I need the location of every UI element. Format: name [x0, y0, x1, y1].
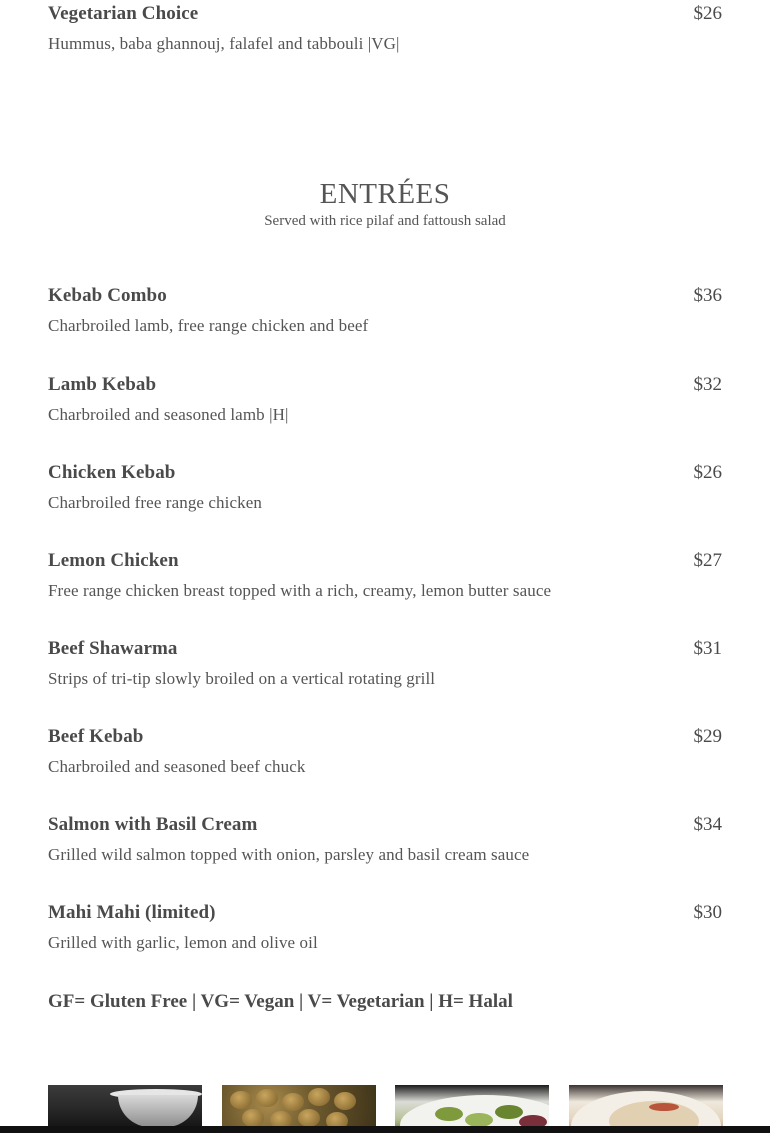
- menu-item: [48, 374, 722, 426]
- paprika-shape: [649, 1103, 679, 1111]
- menu-item: [48, 638, 722, 690]
- item-description: Charbroiled and seasoned beef chuck: [48, 757, 306, 776]
- item-name: Lemon Chicken: [48, 550, 179, 571]
- menu-item: [48, 550, 722, 602]
- item-description: Charbroiled lamb, free range chicken and beef: [48, 316, 369, 335]
- falafel-shape: [256, 1089, 278, 1107]
- item-price: $31: [693, 638, 722, 659]
- bowl-shape: [118, 1095, 198, 1127]
- item-name: Kebab Combo: [48, 285, 167, 306]
- item-name: Vegetarian Choice: [48, 3, 199, 24]
- falafel-shape: [282, 1093, 304, 1111]
- item-name: Salmon with Basil Cream: [48, 814, 258, 835]
- item-name: Beef Kebab: [48, 726, 144, 747]
- item-price: $34: [693, 814, 722, 835]
- item-description: Strips of tri-tip slowly broiled on a vertical rotating grill: [48, 669, 436, 688]
- falafel-shape: [298, 1109, 320, 1127]
- menu-item: [48, 285, 722, 337]
- menu-item-vegetarian-choice: [48, 3, 722, 55]
- item-price: $32: [693, 374, 722, 395]
- menu-item: [48, 902, 722, 954]
- falafel-shape: [334, 1092, 356, 1110]
- falafel-shape: [242, 1109, 264, 1127]
- item-name: Chicken Kebab: [48, 462, 176, 483]
- item-price: $26: [693, 3, 722, 24]
- item-description: Charbroiled free range chicken: [48, 493, 262, 512]
- section-title: ENTRÉES: [319, 178, 451, 210]
- item-price: $29: [693, 726, 722, 747]
- leaf-shape: [495, 1105, 523, 1119]
- falafel-shape: [308, 1088, 330, 1106]
- item-description: Grilled with garlic, lemon and olive oil: [48, 933, 318, 952]
- item-price: $26: [693, 462, 722, 483]
- menu-item: [48, 462, 722, 514]
- item-price: $36: [693, 285, 722, 306]
- falafel-shape: [230, 1091, 252, 1109]
- section-subtitle: Served with rice pilaf and fattoush salad: [264, 213, 506, 229]
- menu-item: [48, 814, 722, 866]
- item-name: Mahi Mahi (limited): [48, 902, 216, 923]
- leaf-shape: [465, 1113, 493, 1127]
- bottom-bar: [0, 1126, 770, 1133]
- dietary-legend: GF= Gluten Free | VG= Vegan | V= Vegetarian | H= Halal: [48, 991, 513, 1012]
- item-description: Charbroiled and seasoned lamb |H|: [48, 405, 289, 424]
- item-name: Beef Shawarma: [48, 638, 178, 659]
- item-description: Free range chicken breast topped with a rich, creamy, lemon butter sauce: [48, 581, 552, 600]
- item-price: $27: [693, 550, 722, 571]
- item-name: Lamb Kebab: [48, 374, 157, 395]
- item-description: Grilled wild salmon topped with onion, parsley and basil cream sauce: [48, 845, 530, 864]
- menu-item: [48, 726, 722, 778]
- item-description: Hummus, baba ghannouj, falafel and tabbouli |VG|: [48, 34, 400, 53]
- item-price: $30: [693, 902, 722, 923]
- leaf-shape: [435, 1107, 463, 1121]
